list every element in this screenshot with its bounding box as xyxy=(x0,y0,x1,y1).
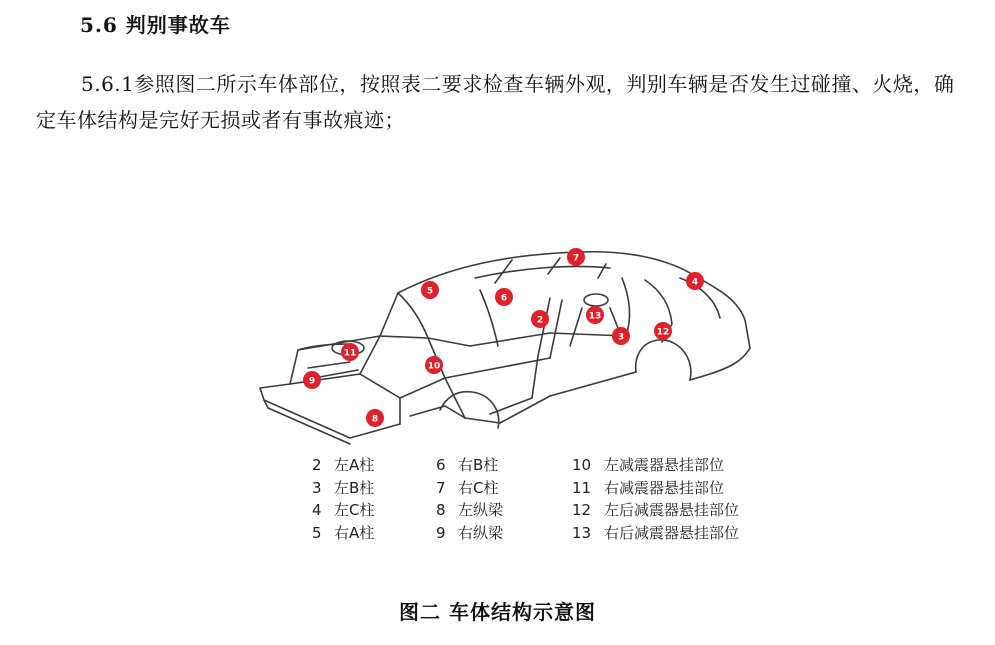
car-body-illustration xyxy=(250,238,770,448)
legend-item: 13 右后减震器悬挂部位 xyxy=(572,523,740,542)
legend-item: 12 左后减震器悬挂部位 xyxy=(572,501,740,519)
marker-6 xyxy=(495,288,513,306)
figure-caption: 图二 车体结构示意图 xyxy=(399,600,596,624)
car-body-diagram xyxy=(250,238,770,448)
legend-column-3 xyxy=(572,454,739,544)
svg-text:7: 7 xyxy=(572,253,580,264)
legend-item: 5 右A柱 xyxy=(312,523,375,542)
legend-column-1 xyxy=(312,454,374,544)
marker-9 xyxy=(303,371,321,389)
legend-item: 7 右C柱 xyxy=(436,478,499,497)
marker-7 xyxy=(567,248,585,266)
marker-2 xyxy=(531,310,549,328)
svg-text:6: 6 xyxy=(500,293,508,304)
svg-text:10: 10 xyxy=(427,361,441,372)
marker-11 xyxy=(341,343,359,361)
svg-text:2: 2 xyxy=(536,315,544,326)
svg-text:9: 9 xyxy=(308,376,316,387)
svg-text:13: 13 xyxy=(588,311,602,322)
svg-text:11: 11 xyxy=(343,348,357,359)
marker-4 xyxy=(686,272,704,290)
legend-column-2 xyxy=(436,454,503,544)
legend-item: 6 右B柱 xyxy=(436,456,499,474)
marker-5 xyxy=(421,281,439,299)
legend-item: 10 左减震器悬挂部位 xyxy=(572,456,725,474)
svg-text:3: 3 xyxy=(617,332,625,343)
legend-item: 8 左纵梁 xyxy=(436,501,504,519)
section-heading: 5.6 判别事故车 xyxy=(80,13,231,37)
svg-text:4: 4 xyxy=(691,277,699,288)
marker-10 xyxy=(425,356,443,374)
legend-item: 11 右减震器悬挂部位 xyxy=(572,478,725,497)
legend-item: 9 右纵梁 xyxy=(436,523,504,542)
legend-item: 2 左A柱 xyxy=(312,456,375,474)
legend-item: 3 左B柱 xyxy=(312,478,375,497)
marker-8 xyxy=(366,409,384,427)
legend-item: 4 左C柱 xyxy=(312,501,375,519)
marker-12 xyxy=(654,322,672,340)
body-paragraph: 5.6.1参照图二所示车体部位，按照表二要求检查车辆外观，判别车辆是否发生过碰撞、火烧，确定车体结构是完好无损或者有事故痕迹； xyxy=(36,72,955,132)
svg-text:12: 12 xyxy=(656,327,670,338)
marker-13 xyxy=(586,306,604,324)
svg-text:8: 8 xyxy=(371,414,379,425)
marker-3 xyxy=(612,327,630,345)
svg-text:5: 5 xyxy=(426,286,434,297)
